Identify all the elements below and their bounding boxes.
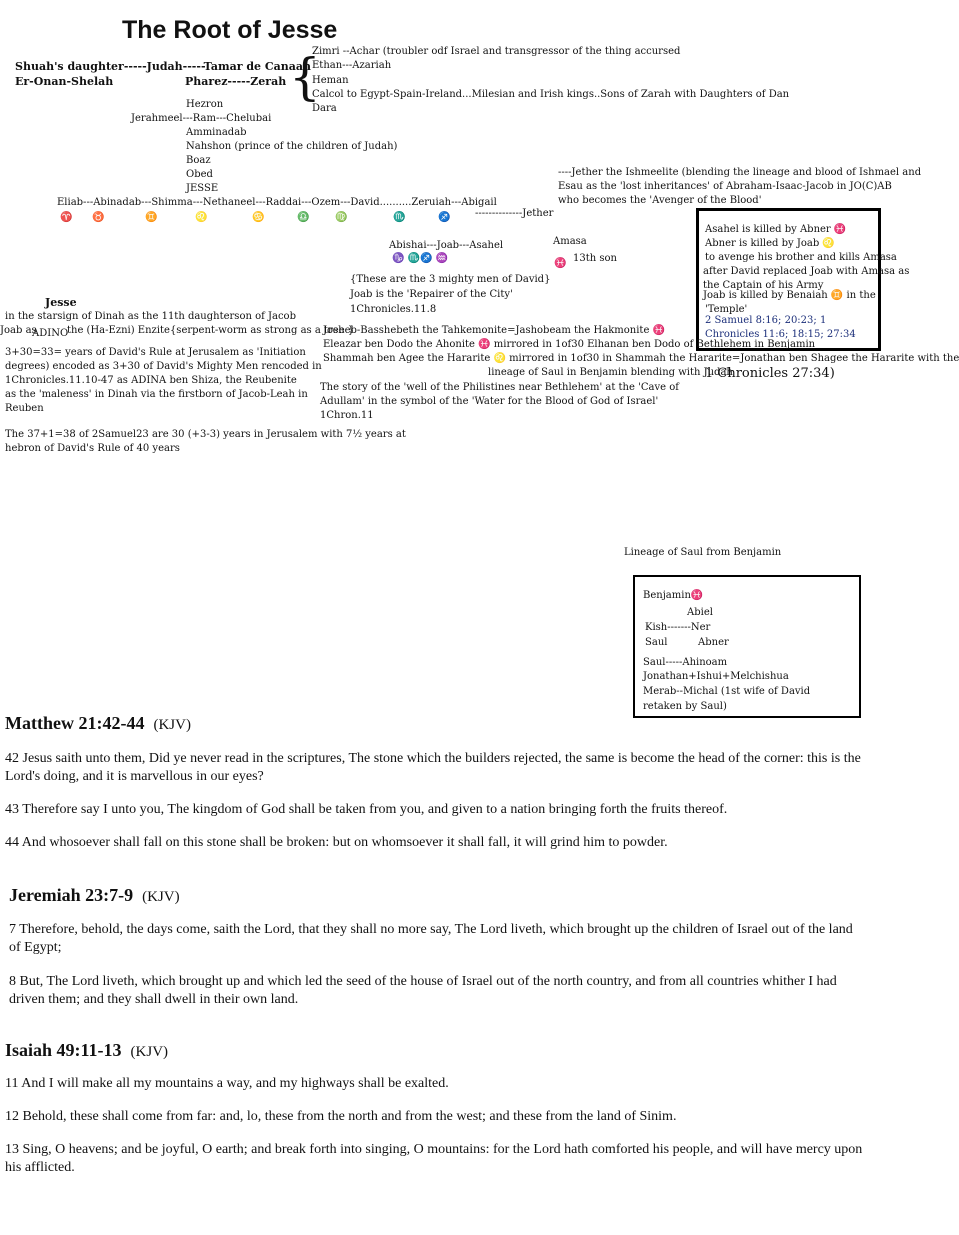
jeremiah-v7: 7 Therefore, behold, the days come, saith the Lord, that they shall no more say, The Lord liveth, which brought up the children of Israel out of the land of Egypt;	[9, 922, 853, 955]
nahshon: Nahshon (prince of the children of Judah)	[186, 141, 398, 152]
enzite: the (Ha-Ezni) Enzite{serpent-worm as strong as a tree }	[67, 325, 355, 336]
saul-name: Saul	[645, 637, 668, 648]
thirteenth-son: 13th son	[573, 253, 617, 264]
ethan-line: Ethan---Azariah	[312, 60, 392, 71]
asahel-3: to avenge his brother and kills Amasa	[705, 252, 897, 263]
matthew-ref: Matthew 21:42-44	[5, 713, 145, 733]
matthew-heading	[5, 712, 191, 736]
isaiah-v13: 13 Sing, O heavens; and be joyful, O earth; and break forth into singing, O mountains: for the Lord hath comforted his people, and will have mercy upon his afflicted.	[5, 1142, 863, 1175]
merab-line: Merab--Michal (1st wife of David	[643, 686, 811, 697]
saul-lineage-note: lineage of Saul in Benjamin blending with Judah	[488, 367, 733, 378]
pharez-zerah: Pharez-----Zerah	[185, 75, 287, 88]
well-note-2: Adullam' in the symbol of the 'Water for the Blood of God of Israel'	[320, 396, 659, 407]
heman-line: Heman	[312, 75, 349, 86]
years-note-1: The 37+1=38 of 2Samuel23 are 30 (+3-3) years in Jerusalem with 7½ years at	[5, 429, 406, 440]
rule-note-5: Reuben	[5, 403, 44, 414]
jeremiah-ref: Jeremiah 23:7-9	[9, 885, 134, 905]
rule-note-2: degrees) encoded as 3+30 of David's Mighty Men rencoded in	[5, 361, 322, 372]
jether-note-3: who becomes the 'Avenger of the Blood'	[558, 195, 762, 206]
cancer-icon: ♋	[252, 212, 265, 223]
asahel-1: Asahel is killed by Abner ♓	[705, 224, 847, 235]
matthew-version: (KJV)	[153, 717, 191, 733]
asahel-7: 'Temple'	[705, 304, 748, 315]
isaiah-version: (KJV)	[130, 1044, 169, 1060]
sons-of-jesse: Eliab---Abinadab---Shimma---Nethaneel---Raddai---Ozem---David..........Zeruiah---Abigail	[57, 197, 497, 208]
virgo-icon: ♍	[335, 212, 348, 223]
rule-note-1: 3+30=33= years of David's Rule at Jerusalem as 'Initiation	[5, 347, 306, 358]
matthew-v42: 42 Jesus saith unto them, Did ye never read in the scriptures, The stone which the builders rejected, the same is become the head of the corner: this is the Lord's doing, and it is marvellous in our eyes?	[5, 751, 861, 784]
asahel-9: Chronicles 11:6; 18:15; 27:34	[705, 329, 856, 340]
rule-note-3: 1Chronicles.11.10-47 as ADINA ben Shiza, the Reubenite	[5, 375, 297, 386]
abishai-signs: ♑ ♏♐ ♒	[392, 253, 449, 264]
abiel: Abiel	[687, 607, 713, 618]
jesse-label: Jesse	[45, 296, 77, 309]
chronicles-ref: 1 Chronicles 27:34)	[705, 366, 835, 381]
amasa: Amasa	[553, 236, 587, 247]
kish-ner: Kish-------Ner	[645, 622, 711, 633]
dara-line: Dara	[312, 103, 337, 114]
judah-line: Shuah's daughter-----Judah-----Tamar de Canaan	[15, 60, 311, 73]
taurus-icon: ♉	[92, 212, 105, 223]
aries-icon: ♈	[60, 212, 73, 223]
retaken-line: retaken by Saul)	[643, 701, 727, 712]
saul-caption: Lineage of Saul from Benjamin	[624, 547, 782, 558]
asahel-4: after David replaced Joab with Amasa as	[703, 266, 910, 277]
three-mighty-3: 1Chronicles.11.8	[350, 304, 437, 315]
jether-note-2: Esau as the 'lost inheritances' of Abraham-Isaac-Jacob in JO(C)AB	[558, 181, 892, 192]
asahel-6: Joab is killed by Benaiah ♊ in the	[703, 290, 876, 301]
isaiah-v11: 11 And I will make all my mountains a way, and my highways shall be exalted.	[5, 1076, 449, 1091]
boaz: Boaz	[186, 155, 211, 166]
sagittarius-icon: ♐	[438, 212, 451, 223]
josheb-line: Josheb-Basshebeth the Tahkemonite=Jashobeam the Hakmonite ♓	[323, 325, 665, 336]
hezron: Hezron	[186, 99, 224, 110]
saul-ahinoam: Saul-----Ahinoam	[643, 657, 728, 668]
obed: Obed	[186, 169, 213, 180]
asahel-5: the Captain of his Army	[703, 280, 824, 291]
joab-adino-prefix: Joab as	[0, 325, 37, 336]
years-note-2: hebron of David's Rule of 40 years	[5, 443, 180, 454]
jeremiah-heading	[9, 884, 180, 908]
amminadab: Amminadab	[186, 127, 247, 138]
shammah-line: Shammah ben Agee the Hararite ♌ mirrored in 1of30 in Shammah the Hararite=Jonathan ben Shagee the Hararite with the	[323, 353, 959, 364]
jether-tail: --------------Jether	[475, 208, 554, 219]
well-note-3: 1Chron.11	[320, 410, 374, 421]
asahel-2: Abner is killed by Joab ♌	[705, 238, 835, 249]
pisces-icon: ♓	[554, 258, 567, 269]
adino: ADINO	[32, 328, 69, 339]
asahel-8: 2 Samuel 8:16; 20:23; 1	[705, 315, 827, 326]
jesse-name: JESSE	[186, 183, 219, 194]
rule-note-4: as the 'maleness' in Dinah via the firstborn of Jacob-Leah in	[5, 389, 308, 400]
abner-name: Abner	[698, 637, 729, 648]
three-mighty-1: {These are the 3 mighty men of David}	[350, 274, 551, 285]
abishai-line: Abishai---Joab---Asahel	[389, 240, 504, 251]
jeremiah-v8: 8 But, The Lord liveth, which brought up and which led the seed of the house of Israel out of the north country, and from all countries whither I had driven them; and they shall dwell in their own land.	[9, 974, 837, 1007]
well-note-1: The story of the 'well of the Philistines near Bethlehem' at the 'Cave of	[320, 382, 679, 393]
jeremiah-version: (KJV)	[142, 889, 180, 905]
matthew-v44: 44 And whosoever shall fall on this stone shall be broken: but on whomsoever it shall fall, it will grind him to powder.	[5, 835, 668, 850]
zimri-line: Zimri --Achar (troubler odf Israel and transgressor of the thing accursed	[312, 46, 681, 57]
benjamin: Benjamin♓	[643, 590, 704, 601]
scorpio-icon: ♏	[393, 212, 406, 223]
isaiah-heading	[5, 1039, 168, 1063]
leo-icon: ♌	[195, 212, 208, 223]
er-onan-shelah: Er-Onan-Shelah	[15, 75, 114, 88]
isaiah-v12: 12 Behold, these shall come from far: and, lo, these from the north and from the west; and these from the land of Sinim.	[5, 1109, 677, 1124]
isaiah-ref: Isaiah 49:11-13	[5, 1040, 122, 1060]
libra-icon: ♎	[297, 212, 310, 223]
calcol-line: Calcol to Egypt-Spain-Ireland...Milesian and Irish kings..Sons of Zarah with Daughters of Dan	[312, 89, 790, 100]
jonathan-line: Jonathan+Ishui+Melchishua	[643, 671, 789, 682]
eleazar-line: Eleazar ben Dodo the Ahonite ♓ mirrored in 1of30 Elhanan ben Dodo of Bethlehem in Benjamin	[323, 339, 816, 350]
jesse-starsign: in the starsign of Dinah as the 11th daughterson of Jacob	[5, 311, 296, 322]
matthew-v43: 43 Therefore say I unto you, The kingdom of God shall be taken from you, and given to a nation bringing forth the fruits thereof.	[5, 802, 728, 817]
jether-note-1: ----Jether the Ishmeelite (blending the lineage and blood of Ishmael and	[558, 167, 922, 178]
page-title: The Root of Jesse	[122, 16, 338, 44]
jerahmeel-line: Jerahmeel---Ram---Chelubai	[131, 113, 272, 124]
brace-symbol: {	[289, 48, 321, 106]
gemini-icon: ♊	[145, 212, 158, 223]
three-mighty-2: Joab is the 'Repairer of the City'	[350, 289, 513, 300]
